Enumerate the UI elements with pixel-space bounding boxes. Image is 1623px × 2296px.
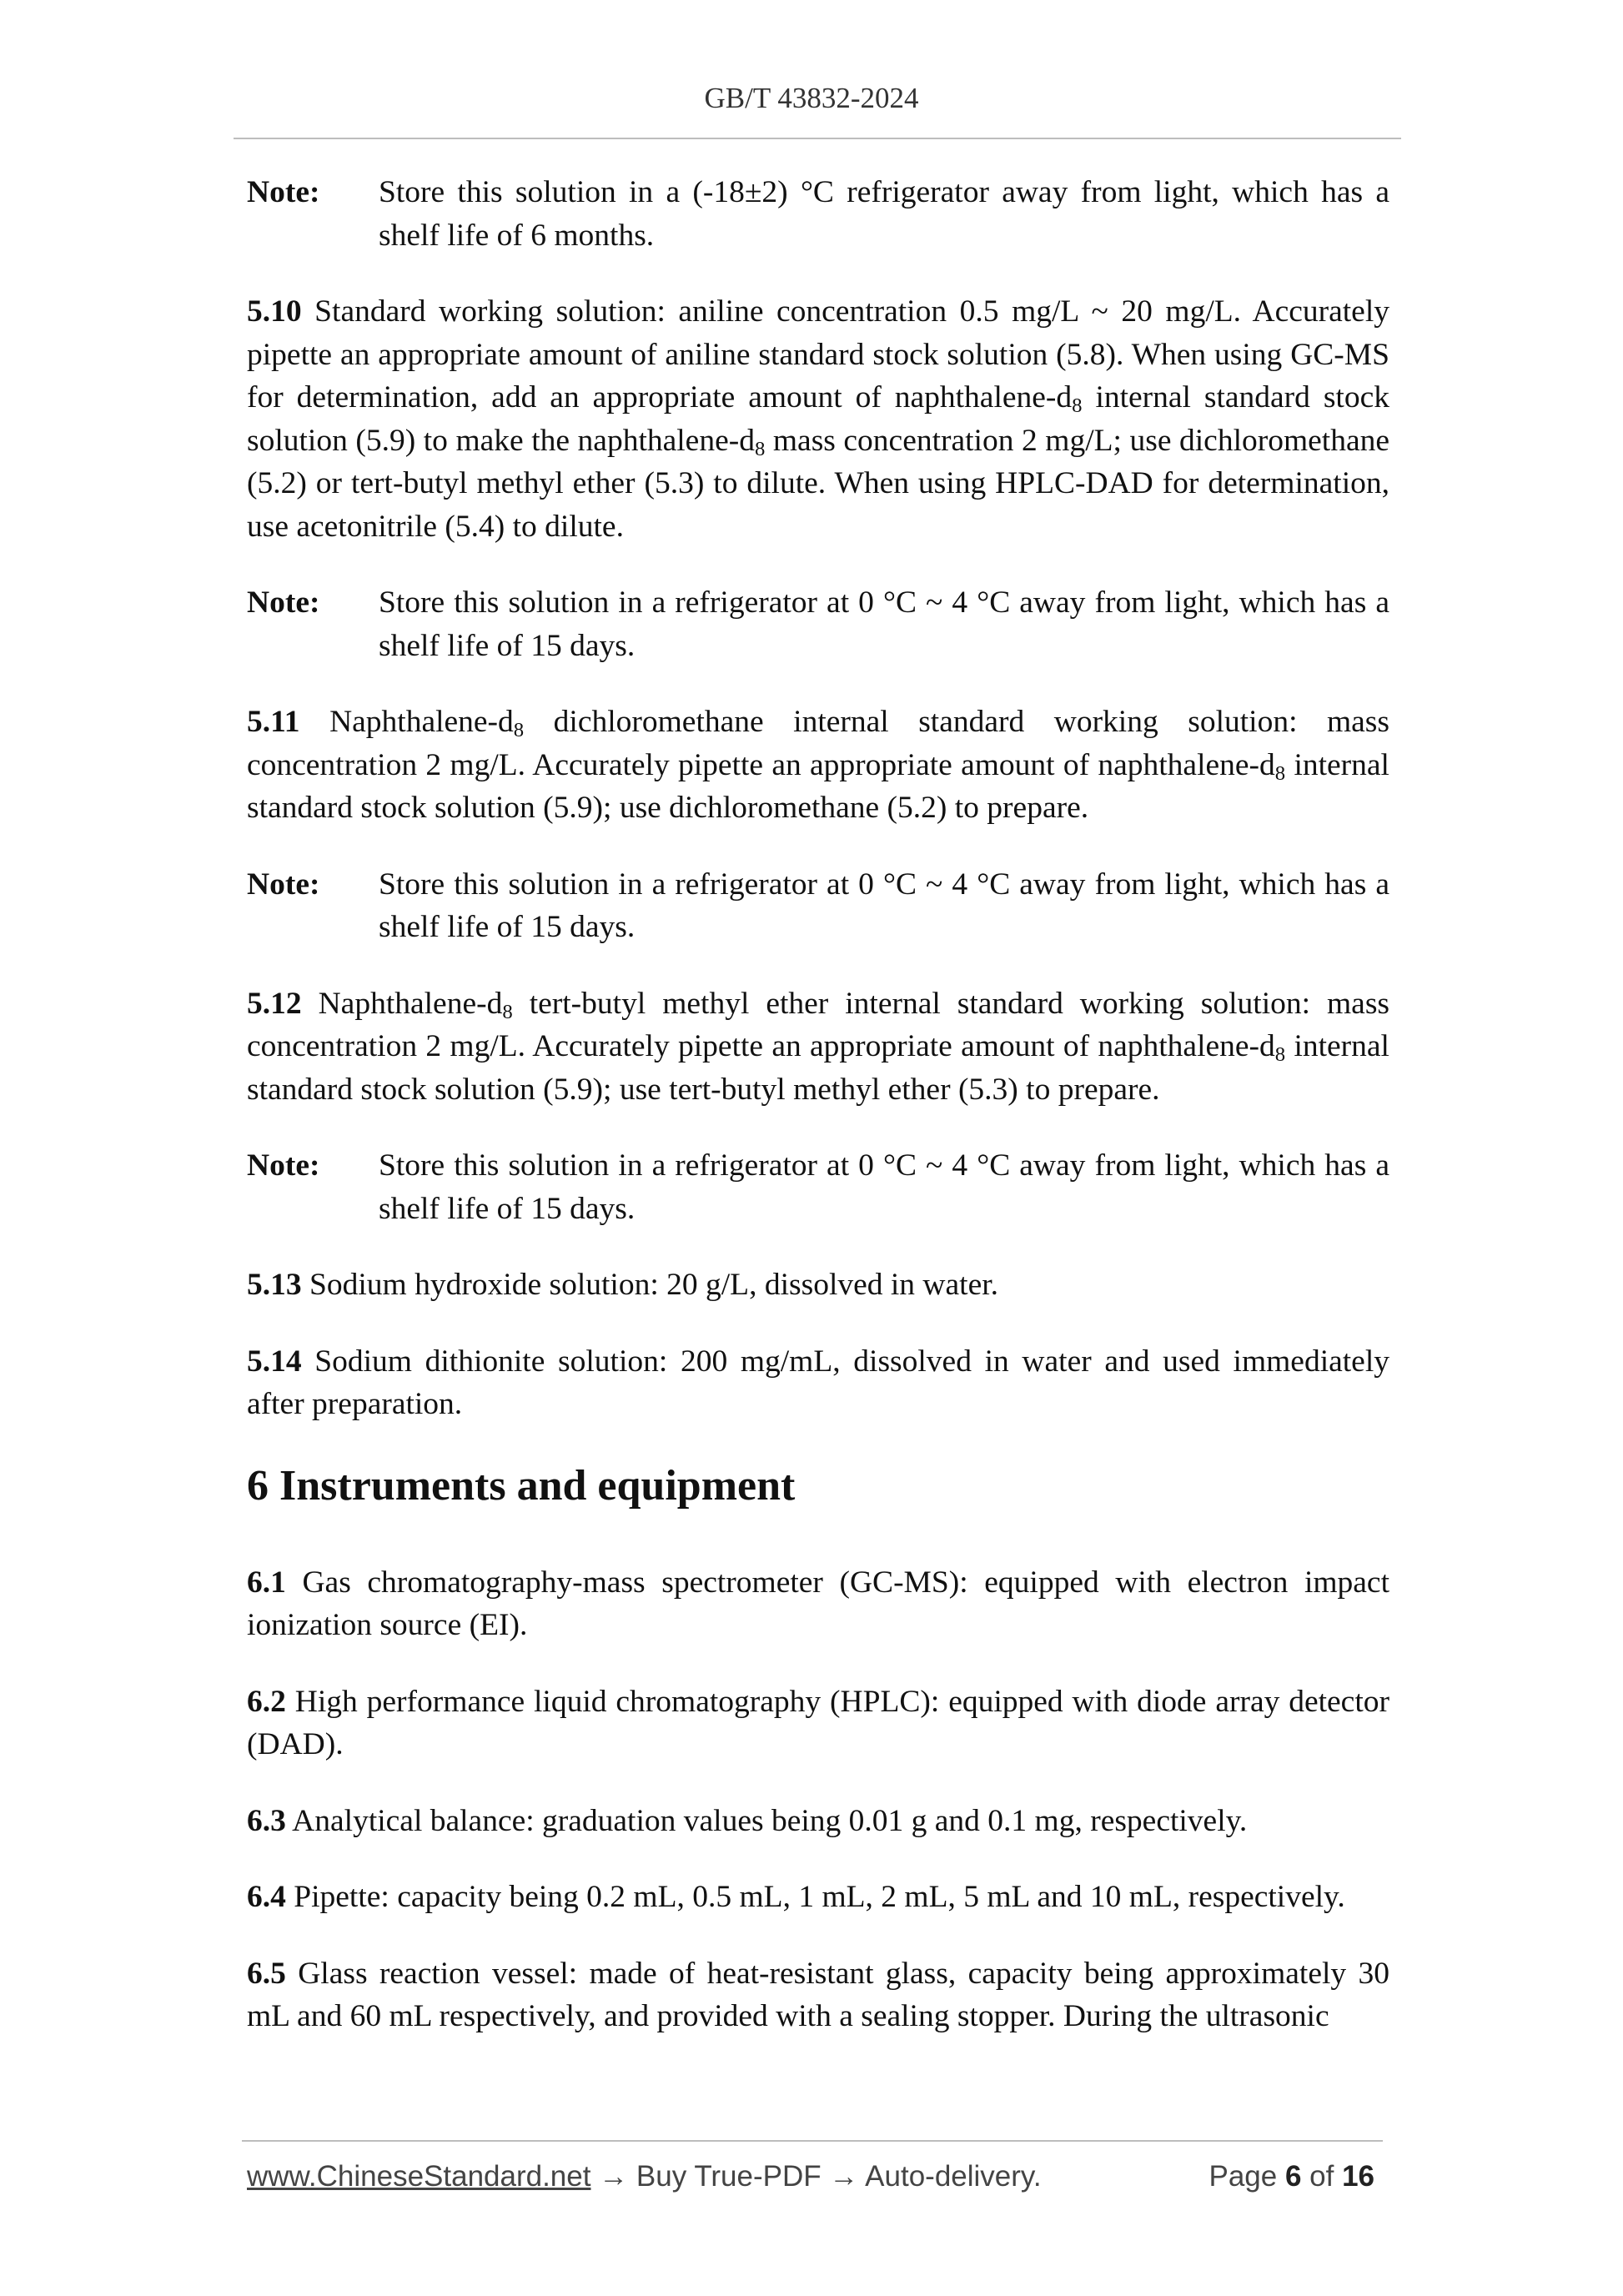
clause-text: High performance liquid chromatography (HPLC): equipped with diode array detector (DAD). xyxy=(247,1684,1389,1761)
clause-text: dichloromethane internal standard working solution: mass concentration 2 mg/L. Accurately pipette an appropriate amount of naphthalene-d xyxy=(247,705,1389,782)
note-block xyxy=(247,863,1389,949)
note-label: Note: xyxy=(247,1148,320,1183)
clause-5-12 xyxy=(247,982,1389,1112)
header-divider xyxy=(234,138,1401,139)
page-word: Page xyxy=(1208,2160,1285,2193)
clause-text: Gas chromatography-mass spectrometer (GC-MS): equipped with electron impact ionization source (EI). xyxy=(247,1565,1389,1642)
clause-6-3 xyxy=(247,1800,1389,1843)
footer-tagline: → Buy True-PDF → Auto-delivery. xyxy=(590,2160,1042,2193)
standard-code: GB/T 43832-2024 xyxy=(704,82,919,114)
clause-text: Sodium hydroxide solution: 20 g/L, dissolved in water. xyxy=(301,1268,999,1302)
clause-number: 5.14 xyxy=(247,1344,302,1379)
clause-text: Naphthalene-d xyxy=(301,986,503,1021)
clause-number: 5.12 xyxy=(247,986,302,1021)
note-label: Note: xyxy=(247,175,320,209)
subscript: 8 xyxy=(1072,394,1083,418)
subscript: 8 xyxy=(502,1000,513,1023)
footer-promo xyxy=(247,2160,1042,2193)
clause-text: Analytical balance: graduation values being 0.01 g and 0.1 mg, respectively. xyxy=(285,1803,1248,1838)
note-block xyxy=(247,1144,1389,1230)
clause-number: 5.11 xyxy=(247,705,300,739)
note-block xyxy=(247,581,1389,667)
note-text: Store this solution in a refrigerator at 0 °C ~ 4 °C away from light, which has a shelf life of 15 days. xyxy=(379,1148,1389,1226)
clause-5-11 xyxy=(247,701,1389,830)
clause-number: 6.1 xyxy=(247,1565,286,1600)
clause-5-14 xyxy=(247,1340,1389,1426)
clause-number: 5.13 xyxy=(247,1268,302,1302)
page-footer xyxy=(247,2160,1374,2193)
note-text: Store this solution in a refrigerator at 0 °C ~ 4 °C away from light, which has a shelf life of 15 days. xyxy=(379,585,1389,663)
clause-text: Standard working solution: aniline concentration 0.5 mg/L ~ 20 mg/L. Accurately pipette an appropriate amount of aniline standard stock solution (5.8). When using GC-MS for determination, add an appropriate amount of naphthalene-d xyxy=(247,294,1389,414)
clause-text: Pipette: capacity being 0.2 mL, 0.5 mL, 1 mL, 2 mL, 5 mL and 10 mL, respectively. xyxy=(285,1880,1345,1914)
subscript: 8 xyxy=(513,719,525,742)
clause-5-10 xyxy=(247,290,1389,548)
page-of-word: of xyxy=(1301,2160,1343,2193)
clause-6-1 xyxy=(247,1561,1389,1647)
page-header xyxy=(0,82,1623,115)
clause-text: mass concentration 2 mg/L; use dichloromethane (5.2) or tert-butyl methyl ether (5.3) to dilute. When using HPLC-DAD for determination, use acetonitrile (5.4) to dilute. xyxy=(247,423,1390,544)
clause-text: tert-butyl methyl ether internal standard working solution: mass concentration 2 mg/L. Accurately pipette an appropriate amount of naphthalene-d xyxy=(247,986,1390,1063)
clause-number: 6.2 xyxy=(247,1684,286,1719)
clause-text: internal standard stock solution (5.9); use tert-butyl methyl ether (5.3) to prepare. xyxy=(247,1029,1389,1107)
clause-number: 6.5 xyxy=(247,1956,286,1991)
website-link[interactable]: www.ChineseStandard.net xyxy=(247,2160,591,2193)
clause-text: internal standard stock solution (5.9) to make the naphthalene-d xyxy=(247,380,1389,458)
subscript: 8 xyxy=(1274,761,1286,785)
subscript: 8 xyxy=(754,437,766,460)
clause-number: 5.10 xyxy=(247,294,302,329)
clause-number: 6.3 xyxy=(247,1803,286,1838)
clause-text: Naphthalene-d xyxy=(299,705,514,739)
footer-divider xyxy=(242,2140,1383,2142)
clause-6-2 xyxy=(247,1681,1389,1766)
note-label: Note: xyxy=(247,867,320,902)
note-text: Store this solution in a (-18±2) °C refrigerator away from light, which has a shelf life of 6 months. xyxy=(379,175,1389,253)
clause-text: internal standard stock solution (5.9); use dichloromethane (5.2) to prepare. xyxy=(247,747,1389,825)
clause-6-4 xyxy=(247,1876,1389,1919)
subscript: 8 xyxy=(1274,1043,1286,1067)
clause-text: Sodium dithionite solution: 200 mg/mL, dissolved in water and used immediately after preparation. xyxy=(247,1344,1389,1421)
clause-number: 6.4 xyxy=(247,1880,286,1914)
current-page-number: 6 xyxy=(1284,2160,1302,2193)
document-body xyxy=(247,171,1389,2072)
page-indicator xyxy=(1208,2160,1374,2193)
clause-5-13 xyxy=(247,1264,1389,1307)
note-label: Note: xyxy=(247,585,320,620)
clause-6-5 xyxy=(247,1952,1389,2038)
note-text: Store this solution in a refrigerator at 0 °C ~ 4 °C away from light, which has a shelf life of 15 days. xyxy=(379,867,1389,944)
note-block xyxy=(247,171,1389,257)
clause-text: Glass reaction vessel: made of heat-resistant glass, capacity being approximately 30 mL and 60 mL respectively, and provided with a sealing stopper. During the ultrasonic xyxy=(247,1956,1389,2033)
total-pages-number: 16 xyxy=(1342,2160,1374,2193)
section-heading: 6 Instruments and equipment xyxy=(247,1461,796,1510)
